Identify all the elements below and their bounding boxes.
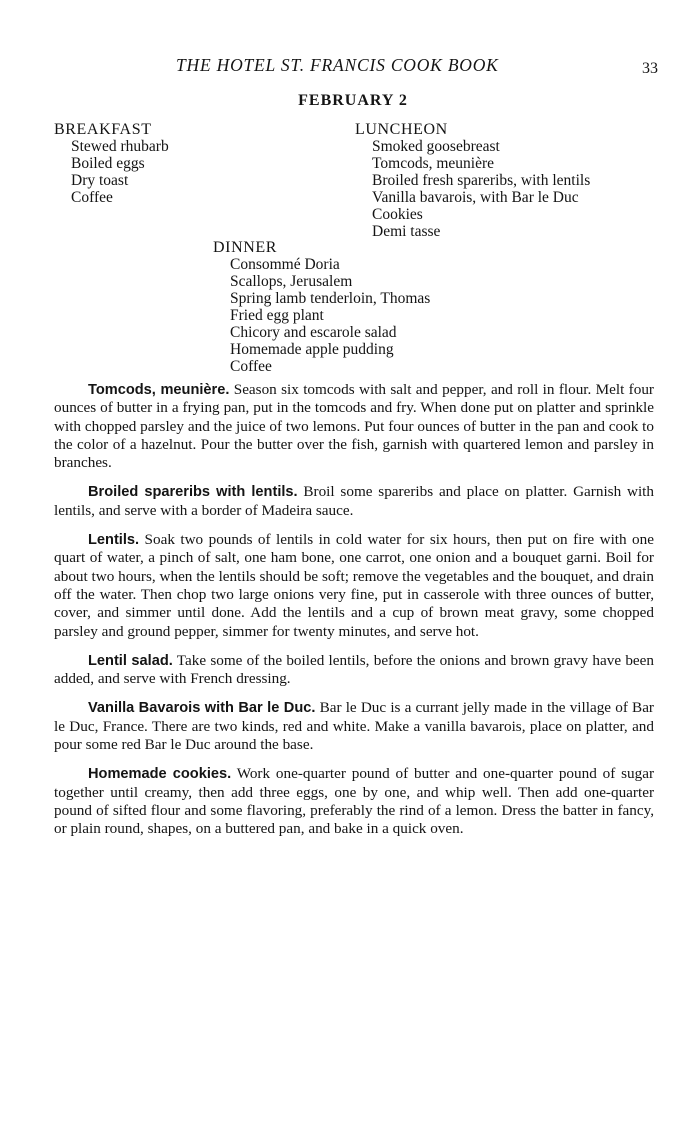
recipe-title: Homemade cookies. [88, 766, 232, 783]
menu-title: BREAKFAST [54, 121, 152, 138]
menu-item: Tomcods, meunière [372, 155, 495, 172]
recipe-tomcods [54, 381, 654, 472]
menu-item: Coffee [230, 358, 272, 375]
date-heading: FEBRUARY 2 [298, 92, 408, 109]
recipe-text: Work one-quarter pound of butter and one-quarter pound of sugar together until creamy, then add three eggs, one by one, and whip well. Then add one-quarter pound of sifted flour and some flavoring, preferably the rind of a lemon. Dress the batter in fancy, or plain round, shapes, on a buttered pan, and bake in a quick oven. [54, 765, 654, 838]
recipe-title: Broiled spareribs with lentils. [88, 484, 298, 501]
menu-title: LUNCHEON [355, 121, 448, 138]
menu-title: DINNER [213, 239, 278, 256]
recipe-text: Take some of the boiled lentils, before the onions and brown gravy have been added, and serve with French dressing. [54, 651, 654, 688]
recipe-spareribs [54, 483, 654, 520]
dinner-menu [213, 239, 430, 375]
menu-item: Stewed rhubarb [71, 138, 169, 155]
menu-item: Boiled eggs [71, 155, 145, 172]
menu-item: Consommé Doria [230, 256, 340, 273]
running-title: THE HOTEL ST. FRANCIS COOK BOOK [176, 55, 499, 75]
recipe-text: Soak two pounds of lentils in cold water for six hours, then put on fire with one quart of water, a pinch of salt, one ham bone, one carrot, one onion and a bouquet garni. Boil for about two hours, when the lentils should be soft; remove the vegetables and the bouquet, and drain off the water. Then chop two large onions very fine, put in casserole with three ounces of butter, cover, and simmer until done. Add the lentils and a cup of brown meat gravy, some chopped parsley and ground pepper, simmer for twenty minutes, and serve hot. [54, 531, 654, 640]
recipe-text: Broil some spareribs and place on platter. Garnish with lentils, and serve with a border of Madeira sauce. [54, 483, 654, 519]
recipe-title: Vanilla Bavarois with Bar le Duc. [88, 700, 316, 717]
recipe-lentil-salad [54, 652, 654, 689]
recipes-section [54, 381, 654, 850]
menu-item: Scallops, Jerusalem [230, 273, 353, 290]
luncheon-menu [355, 121, 590, 240]
menu-item: Broiled fresh spareribs, with lentils [372, 172, 591, 189]
menu-item: Homemade apple pudding [230, 341, 394, 358]
menu-item: Smoked goosebreast [372, 138, 500, 155]
menu-item: Coffee [71, 189, 113, 206]
recipe-lentils [54, 531, 654, 641]
menu-item: Spring lamb tenderloin, Thomas [230, 290, 431, 307]
recipe-vanilla-bavarois [54, 699, 654, 754]
menu-item: Fried egg plant [230, 307, 324, 324]
menu-item: Dry toast [71, 172, 129, 189]
recipe-title: Lentils. [88, 532, 140, 549]
breakfast-menu [54, 121, 169, 206]
page-number: 33 [642, 60, 658, 77]
recipe-title: Tomcods, meunière. [88, 382, 230, 398]
menu-item: Cookies [372, 206, 423, 223]
recipe-title: Lentil salad. [88, 652, 173, 669]
menu-item: Demi tasse [372, 223, 441, 240]
recipe-homemade-cookies [54, 765, 654, 838]
menu-item: Chicory and escarole salad [230, 324, 397, 341]
menu-item: Vanilla bavarois, with Bar le Duc [372, 189, 579, 206]
recipe-text: Bar le Duc is a currant jelly made in the village of Bar le Duc, France. There are two kinds, red and white. Make a vanilla bavarois, place on platter, and pour some red Bar le Duc around the base. [54, 699, 654, 754]
recipe-text: Season six tomcods with salt and pepper, and roll in flour. Melt four ounces of butter in a frying pan, put in the tomcods and fry. When done put on platter and sprinkle with chopped parsley and the juice of two lemons. Put four ounces of butter in the pan and cook to the color of a hazelnut. Pour the butter over the fish, garnish with quartered lemon and parsley in branches. [54, 381, 654, 472]
